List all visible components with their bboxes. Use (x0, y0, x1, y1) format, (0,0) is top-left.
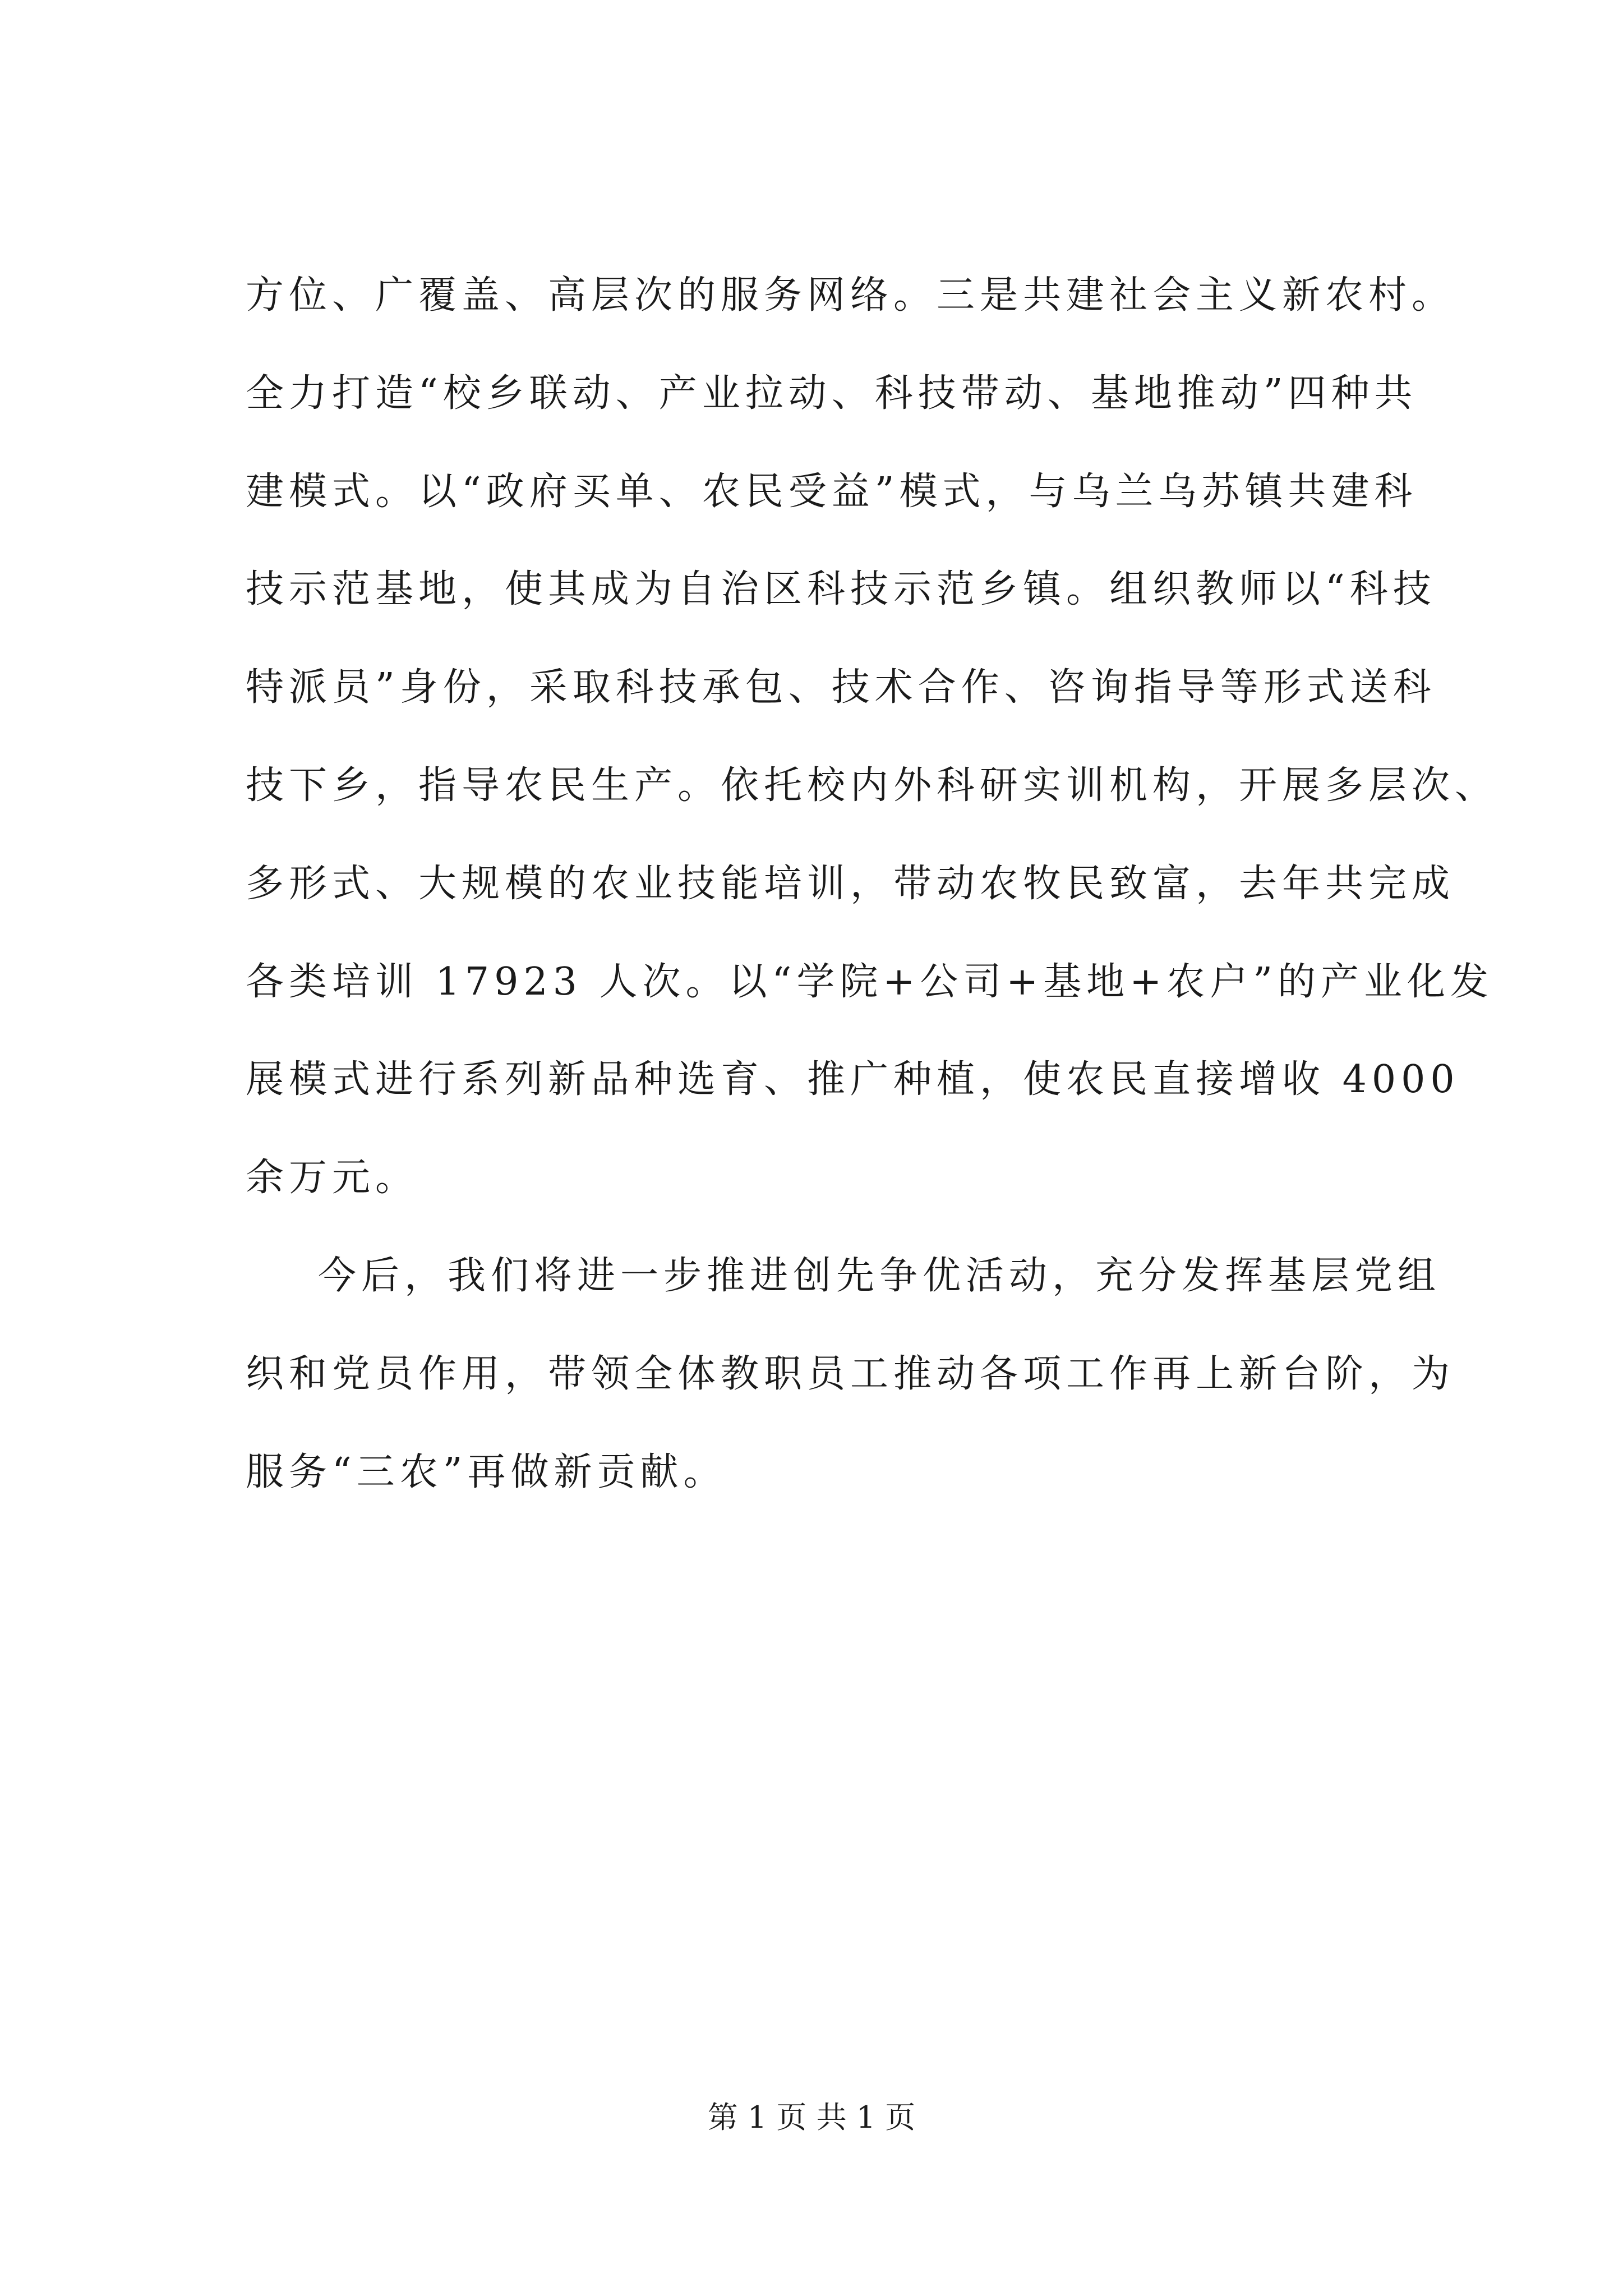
text-line: 多形式、大规模的农业技能培训，带动农牧民致富，去年共完成 (246, 862, 1455, 906)
text-line: 展模式进行系列新品种选育、推广种植，使农民直接增收 4000 (246, 1057, 1460, 1102)
text-line: 技示范基地，使其成为自治区科技示范乡镇。组织教师以“科技 (246, 567, 1436, 611)
text-line: 织和党员作用，带领全体教职员工推动各项工作再上新台阶，为 (246, 1352, 1455, 1396)
paragraph-start-line: 今后，我们将进一步推进创先争优活动，充分发挥基层党组 (318, 1254, 1441, 1298)
page-number-footer: 第 1 页 共 1 页 (707, 2100, 916, 2135)
text-line: 全力打造“校乡联动、产业拉动、科技带动、基地推动”四种共 (246, 371, 1418, 416)
text-line: 方位、广覆盖、高层次的服务网络。三是共建社会主义新农村。 (246, 273, 1455, 318)
text-line: 服务“三农”再做新贡献。 (246, 1450, 727, 1494)
text-line: 建模式。以“政府买单、农民受益”模式，与乌兰乌苏镇共建科 (246, 470, 1418, 514)
text-line: 技下乡，指导农民生产。依托校内外科研实训机构，开展多层次、 (246, 763, 1498, 808)
text-line: 特派员”身份，采取科技承包、技术合作、咨询指导等形式送科 (246, 665, 1436, 710)
text-line: 余万元。 (246, 1156, 419, 1200)
text-line: 各类培训 17923 人次。以“学院+公司+基地+农户”的产业化发 (246, 960, 1494, 1004)
